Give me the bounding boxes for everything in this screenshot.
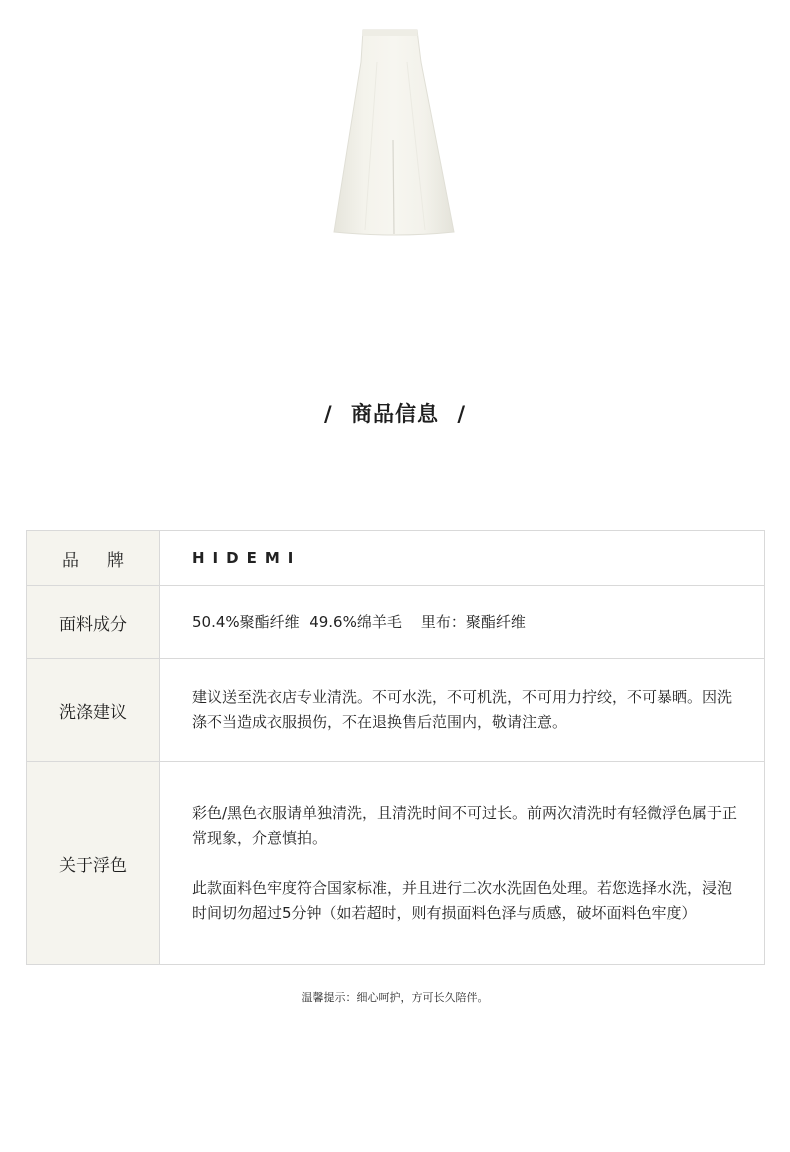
fabric-label: 面料成分 <box>59 614 127 635</box>
row-label <box>27 762 160 965</box>
color-bleed-paragraph: 此款面料色牢度符合国家标准，并且进行二次水洗固色处理。若您选择水洗，浸泡时间切勿超过5分钟（如若超时，则有损面料色泽与质感，破坏面料色牢度） <box>192 878 733 922</box>
color-bleed-label: 关于浮色 <box>59 855 127 876</box>
row-label <box>27 659 160 762</box>
row-label <box>27 586 160 659</box>
washing-label: 洗涤建议 <box>59 702 127 723</box>
table-row-color-bleed <box>27 762 765 965</box>
row-value <box>160 586 765 659</box>
table-row-washing <box>27 659 765 762</box>
washing-value: 建议送至洗衣店专业清洗。不可水洗，不可机洗，不可用力拧绞，不可暴晒。因洗涤不当造成衣服损伤，不在退换售后范围内，敬请注意。 <box>192 688 733 731</box>
section-title <box>0 398 790 428</box>
brand-label: 品牌 <box>62 550 152 571</box>
row-label <box>27 531 160 586</box>
product-info-table <box>26 530 765 965</box>
row-value <box>160 762 765 965</box>
table-row-brand <box>27 531 765 586</box>
skirt-waistband <box>362 30 417 36</box>
row-value <box>160 659 765 762</box>
product-image-skirt <box>325 22 465 242</box>
table-row-fabric <box>27 586 765 659</box>
footnote-tip: 温馨提示：细心呵护，方可长久陪伴。 <box>301 991 489 1004</box>
skirt-illustration <box>325 22 465 242</box>
row-value <box>160 531 765 586</box>
fabric-value: 50.4%聚酯纤维 49.6%绵羊毛 里布：聚酯纤维 <box>192 612 526 631</box>
title-slash-right: / <box>457 402 466 426</box>
title-text: 商品信息 <box>351 402 439 426</box>
brand-value: HIDEMI <box>192 548 302 567</box>
title-slash-left: / <box>324 402 333 426</box>
color-bleed-paragraph: 彩色/黑色衣服请单独清洗，且清洗时间不可过长。前两次清洗时有轻微浮色属于正常现象，介意慎拍。 <box>192 803 738 847</box>
